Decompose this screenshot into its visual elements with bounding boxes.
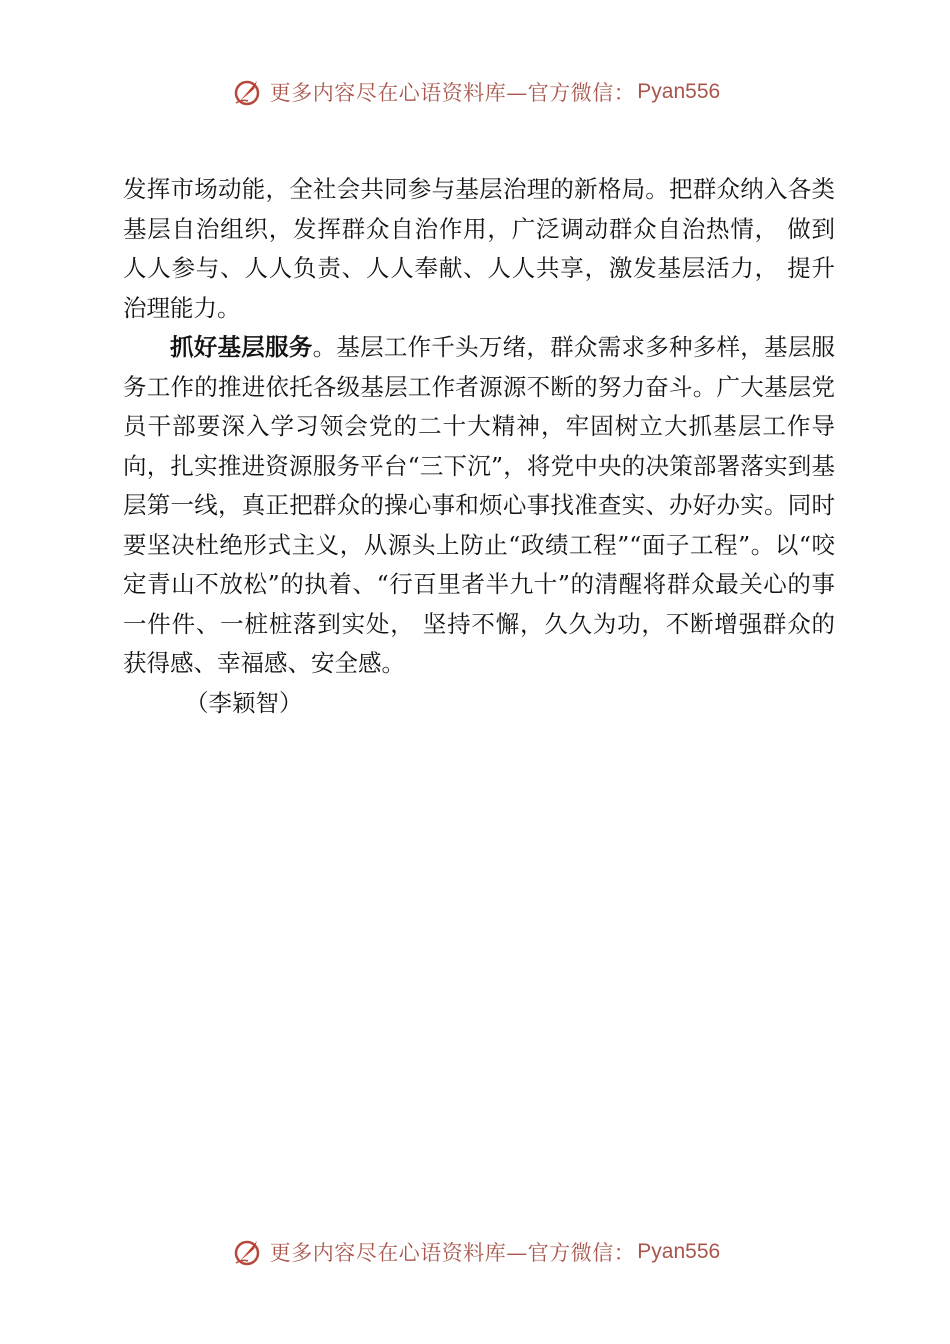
footer-banner-handle: Pyan556	[637, 1240, 721, 1263]
quill-pen-logo-icon	[230, 1235, 264, 1269]
paragraph-2	[123, 328, 835, 684]
document-body	[123, 170, 835, 723]
header-banner	[0, 72, 950, 112]
footer-banner-text: 更多内容尽在心语资料库—官方微信：	[269, 1241, 636, 1265]
paragraph-1: 发挥市场动能，全社会共同参与基层治理的新格局。把群众纳入各类基层自治组织，发挥群众自治作用，广泛调动群众自治热情， 做到人人参与、人人负责、人人奉献、人人共享，激发基层活力， 提升治理能力。	[123, 175, 835, 322]
author-signature: （李颖智）	[185, 688, 303, 717]
paragraph-2-text: 。基层工作千头万绪，群众需求多种多样，基层服务工作的推进依托各级基层工作者源源不断的努力奋斗。广大基层党员干部要深入学习领会党的二十大精神，牢固树立大抓基层工作导向，扎实推进资源服务平台“三下沉”，将党中央的决策部署落实到基层第一线，真正把群众的操心事和烦心事找准查实、办好办实。同时要坚决杜绝形式主义，从源头上防止“政绩工程”“面子工程”。以“咬定青山不放松”的执着、“行百里者半九十”的清醒将群众最关心的事一件件、一桩桩落到实处， 坚持不懈，久久为功，不断增强群众的获得感、幸福感、安全感。	[123, 333, 836, 677]
header-banner-handle: Pyan556	[637, 80, 721, 103]
footer-banner	[0, 1232, 950, 1272]
paragraph-2-lead: 抓好基层服务	[170, 333, 313, 361]
quill-pen-logo-icon	[230, 75, 264, 109]
header-banner-text: 更多内容尽在心语资料库—官方微信：	[269, 81, 636, 105]
